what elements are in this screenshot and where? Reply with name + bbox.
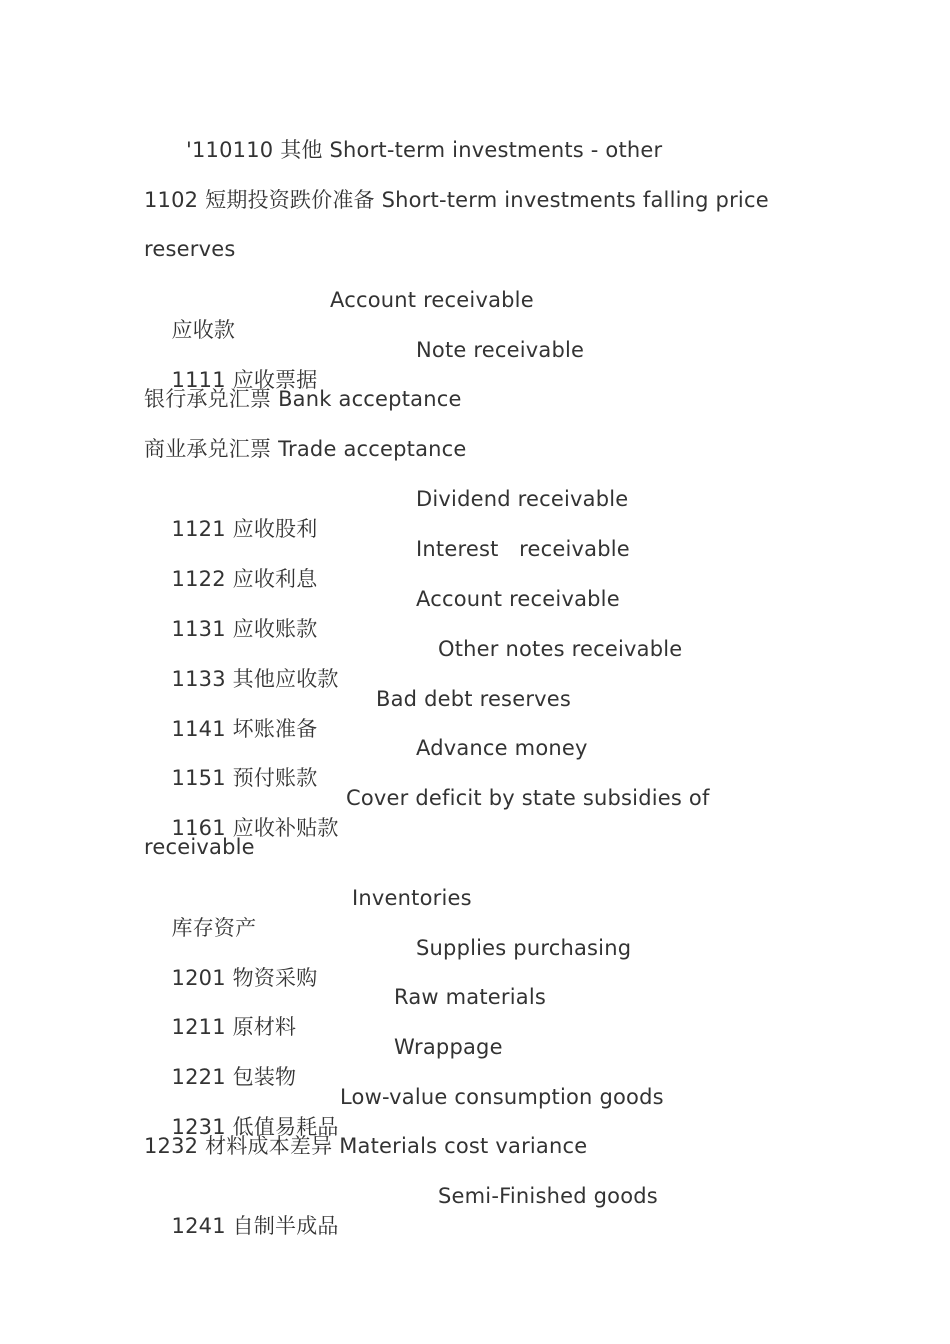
account-code: 1231 低值易耗品 <box>171 1115 339 1139</box>
account-english: Bad debt reserves <box>376 687 572 711</box>
account-english: Supplies purchasing <box>416 936 632 960</box>
account-english: Note receivable <box>416 338 585 362</box>
account-code: 1151 预付账款 <box>171 766 318 790</box>
account-code: 1241 自制半成品 <box>171 1214 339 1238</box>
account-english: Cover deficit by state subsidies of <box>346 786 710 810</box>
account-english: Dividend receivable <box>416 487 629 511</box>
account-english: Semi-Finished goods <box>438 1184 658 1208</box>
account-english: Low-value consumption goods <box>340 1085 664 1109</box>
account-code: 1133 其他应收款 <box>171 667 339 691</box>
account-english: Interest receivable <box>416 537 630 561</box>
account-english: Account receivable <box>416 587 620 611</box>
account-code: 1221 包装物 <box>171 1065 297 1089</box>
account-english: Raw materials <box>394 985 547 1009</box>
entry-line: 银行承兑汇票 Bank acceptance <box>144 387 462 411</box>
entry-line: 1102 短期投资跌价准备 Short-term investments falling price <box>144 188 769 212</box>
entry-line: 1232 材料成本差异 Materials cost variance <box>144 1134 588 1158</box>
entry-line-continuation: reserves <box>144 237 236 261</box>
account-english: Advance money <box>416 736 588 760</box>
account-english: Wrappage <box>394 1035 503 1059</box>
account-code: 1201 物资采购 <box>171 966 318 990</box>
account-code: 1111 应收票据 <box>171 368 318 392</box>
entry-line: '110110 其他 Short-term investments - other <box>186 138 663 162</box>
account-english: Account receivable <box>330 288 534 312</box>
entry-line: 商业承兑汇票 Trade acceptance <box>144 437 467 461</box>
account-english: Other notes receivable <box>438 637 683 661</box>
account-english: Inventories <box>352 886 472 910</box>
account-code: 1121 应收股利 <box>171 517 318 541</box>
account-code: 库存资产 <box>171 916 257 940</box>
account-code: 1131 应收账款 <box>171 617 318 641</box>
account-code: 1161 应收补贴款 <box>171 816 339 840</box>
account-code: 应收款 <box>171 318 236 342</box>
account-code: 1211 原材料 <box>171 1015 297 1039</box>
entry-line-continuation: receivable <box>144 835 255 859</box>
account-code: 1141 坏账准备 <box>171 717 318 741</box>
account-code: 1122 应收利息 <box>171 567 318 591</box>
entry-line <box>144 1181 658 1301</box>
